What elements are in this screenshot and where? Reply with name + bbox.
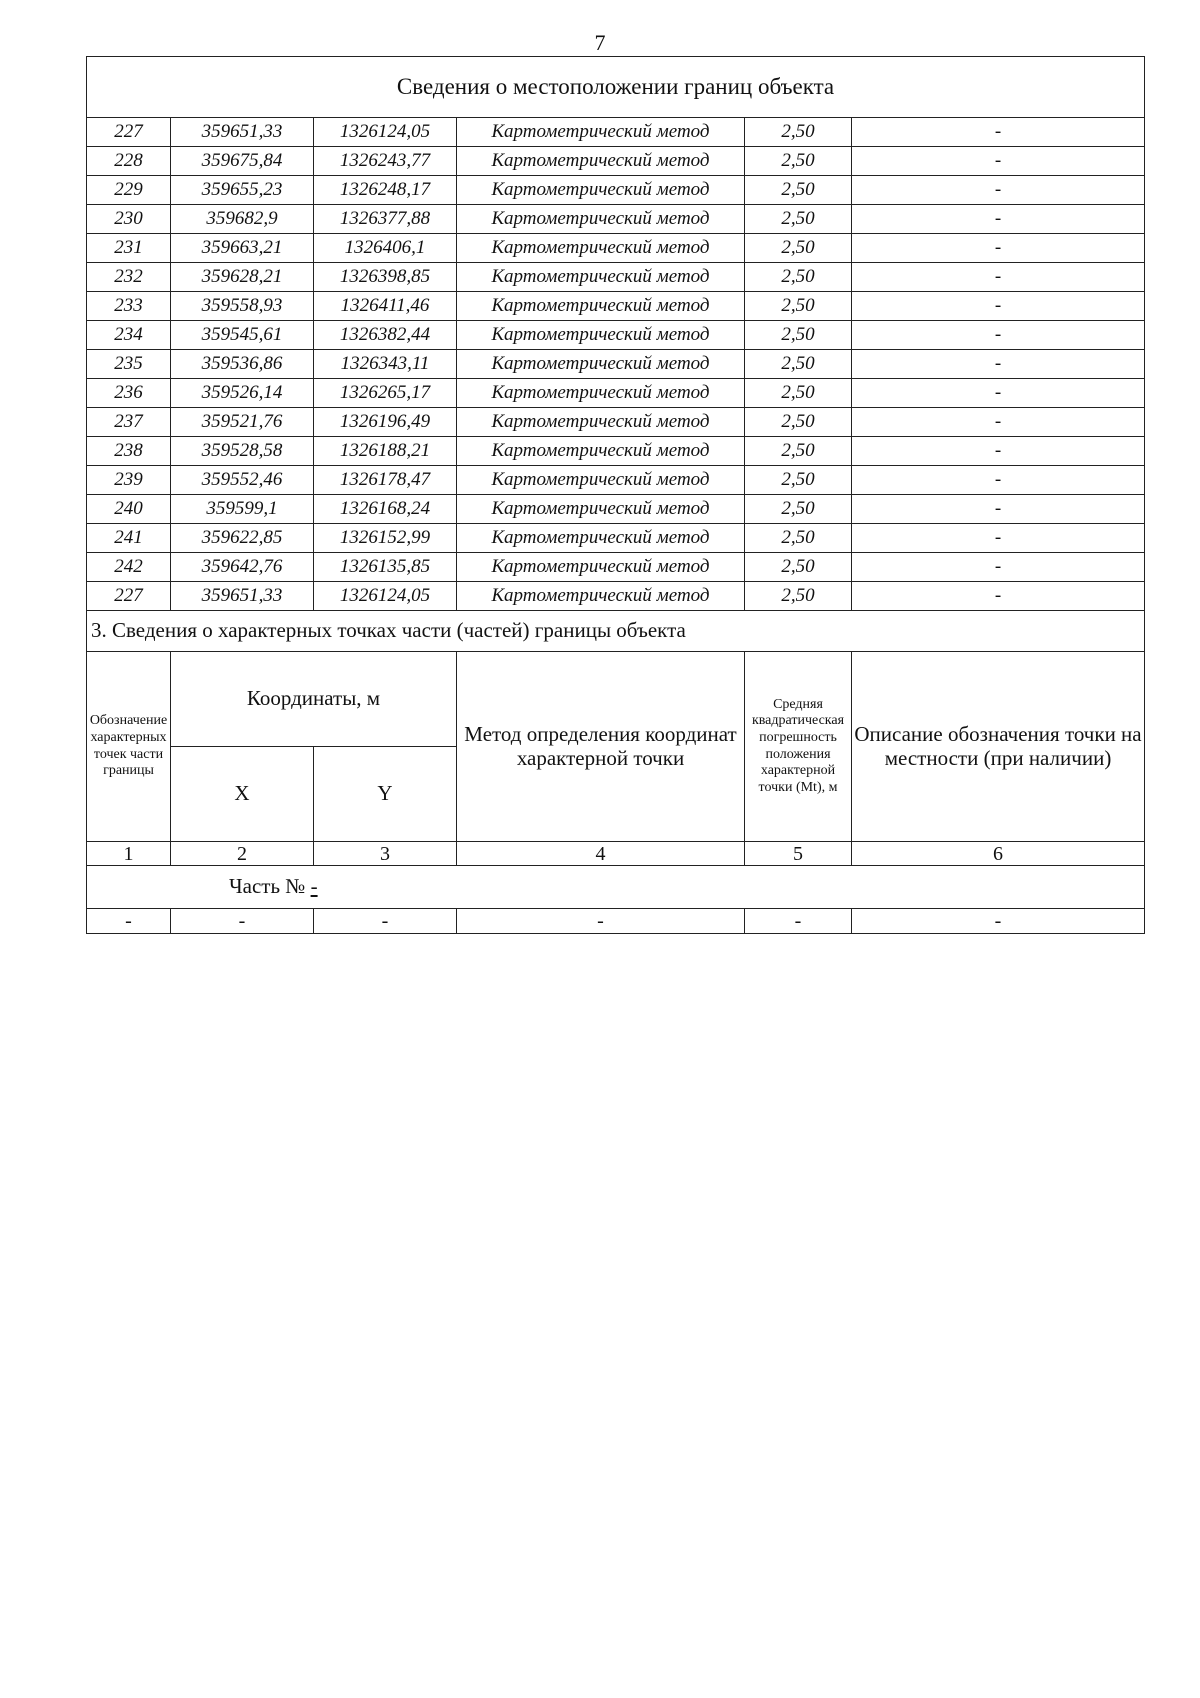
mt-cell: 2,50 (745, 147, 852, 176)
mt-cell: 2,50 (745, 408, 852, 437)
header-description: Описание обозначения точки на местности (при наличии) (852, 652, 1145, 842)
header-mt: Средняя квадратическая погрешность положения характерной точки (Mt), м (745, 652, 852, 842)
table-row (87, 350, 1145, 379)
method-cell: Картометрический метод (457, 379, 745, 408)
method-cell: Картометрический метод (457, 234, 745, 263)
description-cell: - (852, 553, 1145, 582)
mt-cell: 2,50 (745, 379, 852, 408)
header-y: Y (314, 747, 457, 842)
y-coordinate-cell: 1326377,88 (314, 205, 457, 234)
method-cell: Картометрический метод (457, 263, 745, 292)
x-coordinate-cell: 359552,46 (171, 466, 314, 495)
column-number: 5 (745, 842, 852, 866)
x-coordinate-cell: 359526,14 (171, 379, 314, 408)
description-cell: - (852, 292, 1145, 321)
mt-cell: 2,50 (745, 524, 852, 553)
mt-cell: 2,50 (745, 205, 852, 234)
column-number: 3 (314, 842, 457, 866)
empty-cell: - (852, 909, 1145, 934)
point-number-cell: 241 (87, 524, 171, 553)
y-coordinate-cell: 1326135,85 (314, 553, 457, 582)
point-number-cell: 232 (87, 263, 171, 292)
point-number-cell: 236 (87, 379, 171, 408)
x-coordinate-cell: 359558,93 (171, 292, 314, 321)
method-cell: Картометрический метод (457, 292, 745, 321)
y-coordinate-cell: 1326243,77 (314, 147, 457, 176)
description-cell: - (852, 466, 1145, 495)
mt-cell: 2,50 (745, 350, 852, 379)
x-coordinate-cell: 359528,58 (171, 437, 314, 466)
coordinate-rows (87, 118, 1145, 611)
x-coordinate-cell: 359682,9 (171, 205, 314, 234)
empty-cell: - (745, 909, 852, 934)
description-cell: - (852, 495, 1145, 524)
y-coordinate-cell: 1326124,05 (314, 582, 457, 611)
description-cell: - (852, 379, 1145, 408)
method-cell: Картометрический метод (457, 553, 745, 582)
x-coordinate-cell: 359655,23 (171, 176, 314, 205)
table-row (87, 582, 1145, 611)
table-row (87, 379, 1145, 408)
y-coordinate-cell: 1326398,85 (314, 263, 457, 292)
method-cell: Картометрический метод (457, 118, 745, 147)
table-row (87, 234, 1145, 263)
mt-cell: 2,50 (745, 292, 852, 321)
section3-title: 3. Сведения о характерных точках части (частей) границы объекта (87, 611, 1145, 652)
table-row (87, 408, 1145, 437)
point-number-cell: 229 (87, 176, 171, 205)
part-label: Часть № (229, 874, 306, 899)
mt-cell: 2,50 (745, 263, 852, 292)
mt-cell: 2,50 (745, 466, 852, 495)
x-coordinate-cell: 359675,84 (171, 147, 314, 176)
boundary-title-row (87, 57, 1145, 118)
x-coordinate-cell: 359622,85 (171, 524, 314, 553)
method-cell: Картометрический метод (457, 466, 745, 495)
empty-cell: - (457, 909, 745, 934)
empty-cell: - (87, 909, 171, 934)
table-row (87, 205, 1145, 234)
description-cell: - (852, 321, 1145, 350)
x-coordinate-cell: 359599,1 (171, 495, 314, 524)
table-row (87, 553, 1145, 582)
x-coordinate-cell: 359521,76 (171, 408, 314, 437)
header-designation: Обозначение характерных точек части границы (87, 652, 171, 842)
point-number-cell: 227 (87, 118, 171, 147)
part-number: - (310, 874, 318, 899)
table-row (87, 176, 1145, 205)
point-number-cell: 237 (87, 408, 171, 437)
x-coordinate-cell: 359651,33 (171, 118, 314, 147)
header-method: Метод определения координат характерной точки (457, 652, 745, 842)
table-row (87, 263, 1145, 292)
y-coordinate-cell: 1326382,44 (314, 321, 457, 350)
table-row (87, 321, 1145, 350)
point-number-cell: 238 (87, 437, 171, 466)
section3-title-row (87, 611, 1145, 652)
mt-cell: 2,50 (745, 321, 852, 350)
mt-cell: 2,50 (745, 495, 852, 524)
point-number-cell: 233 (87, 292, 171, 321)
boundary-table (86, 56, 1145, 934)
y-coordinate-cell: 1326343,11 (314, 350, 457, 379)
y-coordinate-cell: 1326248,17 (314, 176, 457, 205)
part-row (87, 866, 1145, 909)
boundary-title: Сведения о местоположении границ объекта (87, 57, 1145, 118)
table-row (87, 292, 1145, 321)
method-cell: Картометрический метод (457, 495, 745, 524)
y-coordinate-cell: 1326188,21 (314, 437, 457, 466)
y-coordinate-cell: 1326196,49 (314, 408, 457, 437)
method-cell: Картометрический метод (457, 147, 745, 176)
part-cell (87, 866, 1145, 909)
x-coordinate-cell: 359536,86 (171, 350, 314, 379)
header-x: X (171, 747, 314, 842)
column-number: 2 (171, 842, 314, 866)
mt-cell: 2,50 (745, 176, 852, 205)
y-coordinate-cell: 1326411,46 (314, 292, 457, 321)
mt-cell: 2,50 (745, 582, 852, 611)
y-coordinate-cell: 1326168,24 (314, 495, 457, 524)
y-coordinate-cell: 1326152,99 (314, 524, 457, 553)
table-row (87, 495, 1145, 524)
y-coordinate-cell: 1326265,17 (314, 379, 457, 408)
column-number: 6 (852, 842, 1145, 866)
mt-cell: 2,50 (745, 553, 852, 582)
point-number-cell: 227 (87, 582, 171, 611)
table-row (87, 524, 1145, 553)
y-coordinate-cell: 1326178,47 (314, 466, 457, 495)
description-cell: - (852, 205, 1145, 234)
point-number-cell: 228 (87, 147, 171, 176)
method-cell: Картометрический метод (457, 408, 745, 437)
table-row (87, 147, 1145, 176)
description-cell: - (852, 176, 1145, 205)
mt-cell: 2,50 (745, 118, 852, 147)
table-row (87, 466, 1145, 495)
point-number-cell: 234 (87, 321, 171, 350)
description-cell: - (852, 524, 1145, 553)
x-coordinate-cell: 359642,76 (171, 553, 314, 582)
method-cell: Картометрический метод (457, 321, 745, 350)
description-cell: - (852, 408, 1145, 437)
mt-cell: 2,50 (745, 234, 852, 263)
description-cell: - (852, 437, 1145, 466)
empty-cell: - (314, 909, 457, 934)
x-coordinate-cell: 359545,61 (171, 321, 314, 350)
empty-row (87, 909, 1145, 934)
header-coordinates: Координаты, м (171, 652, 457, 747)
column-numbers-row (87, 842, 1145, 866)
method-cell: Картометрический метод (457, 176, 745, 205)
point-number-cell: 240 (87, 495, 171, 524)
method-cell: Картометрический метод (457, 582, 745, 611)
method-cell: Картометрический метод (457, 524, 745, 553)
method-cell: Картометрический метод (457, 205, 745, 234)
y-coordinate-cell: 1326124,05 (314, 118, 457, 147)
empty-cell: - (171, 909, 314, 934)
description-cell: - (852, 118, 1145, 147)
x-coordinate-cell: 359663,21 (171, 234, 314, 263)
method-cell: Картометрический метод (457, 437, 745, 466)
mt-cell: 2,50 (745, 437, 852, 466)
x-coordinate-cell: 359651,33 (171, 582, 314, 611)
section3-header-row (87, 652, 1145, 747)
point-number-cell: 230 (87, 205, 171, 234)
description-cell: - (852, 263, 1145, 292)
point-number-cell: 242 (87, 553, 171, 582)
description-cell: - (852, 234, 1145, 263)
column-number: 1 (87, 842, 171, 866)
y-coordinate-cell: 1326406,1 (314, 234, 457, 263)
x-coordinate-cell: 359628,21 (171, 263, 314, 292)
description-cell: - (852, 582, 1145, 611)
table-row (87, 118, 1145, 147)
point-number-cell: 235 (87, 350, 171, 379)
description-cell: - (852, 147, 1145, 176)
method-cell: Картометрический метод (457, 350, 745, 379)
point-number-cell: 239 (87, 466, 171, 495)
point-number-cell: 231 (87, 234, 171, 263)
page-number: 7 (594, 30, 606, 55)
description-cell: - (852, 350, 1145, 379)
column-number: 4 (457, 842, 745, 866)
table-row (87, 437, 1145, 466)
